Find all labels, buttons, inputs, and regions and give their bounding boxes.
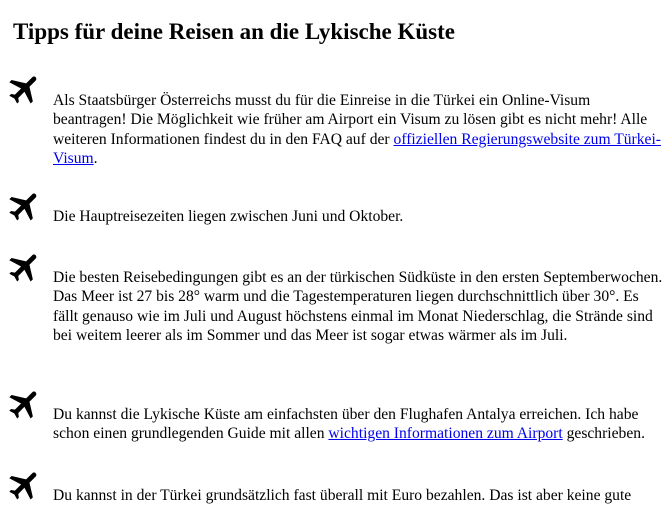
airplane-icon — [6, 248, 44, 286]
tip-text — [53, 405, 666, 444]
tip-text: Die Hauptreisezeiten liegen zwischen Juni und Oktober. — [53, 208, 404, 225]
airplane-icon — [6, 70, 44, 108]
tip-text-part: . — [93, 150, 98, 168]
visa-website-link[interactable]: offiziellen Regierungswebsite zum Türkei-Visum — [53, 130, 661, 168]
tip-text-part: Du kannst die Lykische Küste am einfachsten über den Flughafen Antalya erreichen. Ich habe schon einen grundlegenden Guide mit allen — [53, 406, 639, 443]
page-title: Tipps für deine Reisen an die Lykische Küste — [13, 19, 455, 44]
tip-text — [53, 91, 666, 169]
airplane-icon — [6, 385, 44, 423]
tip-text: Die besten Reisebedingungen gibt es an der türkischen Südküste in den ersten Septemberwochen. Das Meer ist 27 bis 28° warm und die Tagestemperaturen liegen durchschnittlich über 30°. Es fällt genauso wie im Juli und August höchstens einmal im Monat Niederschlag, die Strände sind bei weitem leerer als im Sommer und das Meer ist sogar etwas wärmer als im Juli. — [53, 269, 663, 345]
airplane-icon — [6, 187, 44, 225]
tip-text: Du kannst in der Türkei grundsätzlich fast überall mit Euro bezahlen. Das ist aber keine gute — [53, 487, 632, 504]
tip-text-part: Als Staatsbürger Österreichs musst du für die Einreise in die Türkei ein Online-Visum beantragen! Die Möglichkeit wie früher am Airport ein Visum zu lösen gibt es nicht mehr! Alle weiteren Informationen findest du in den FAQ auf der — [53, 92, 648, 148]
airplane-icon — [6, 466, 44, 504]
tip-text-part: geschrieben. — [562, 425, 645, 443]
airport-info-link[interactable]: wichtigen Informationen zum Airport — [328, 425, 563, 443]
